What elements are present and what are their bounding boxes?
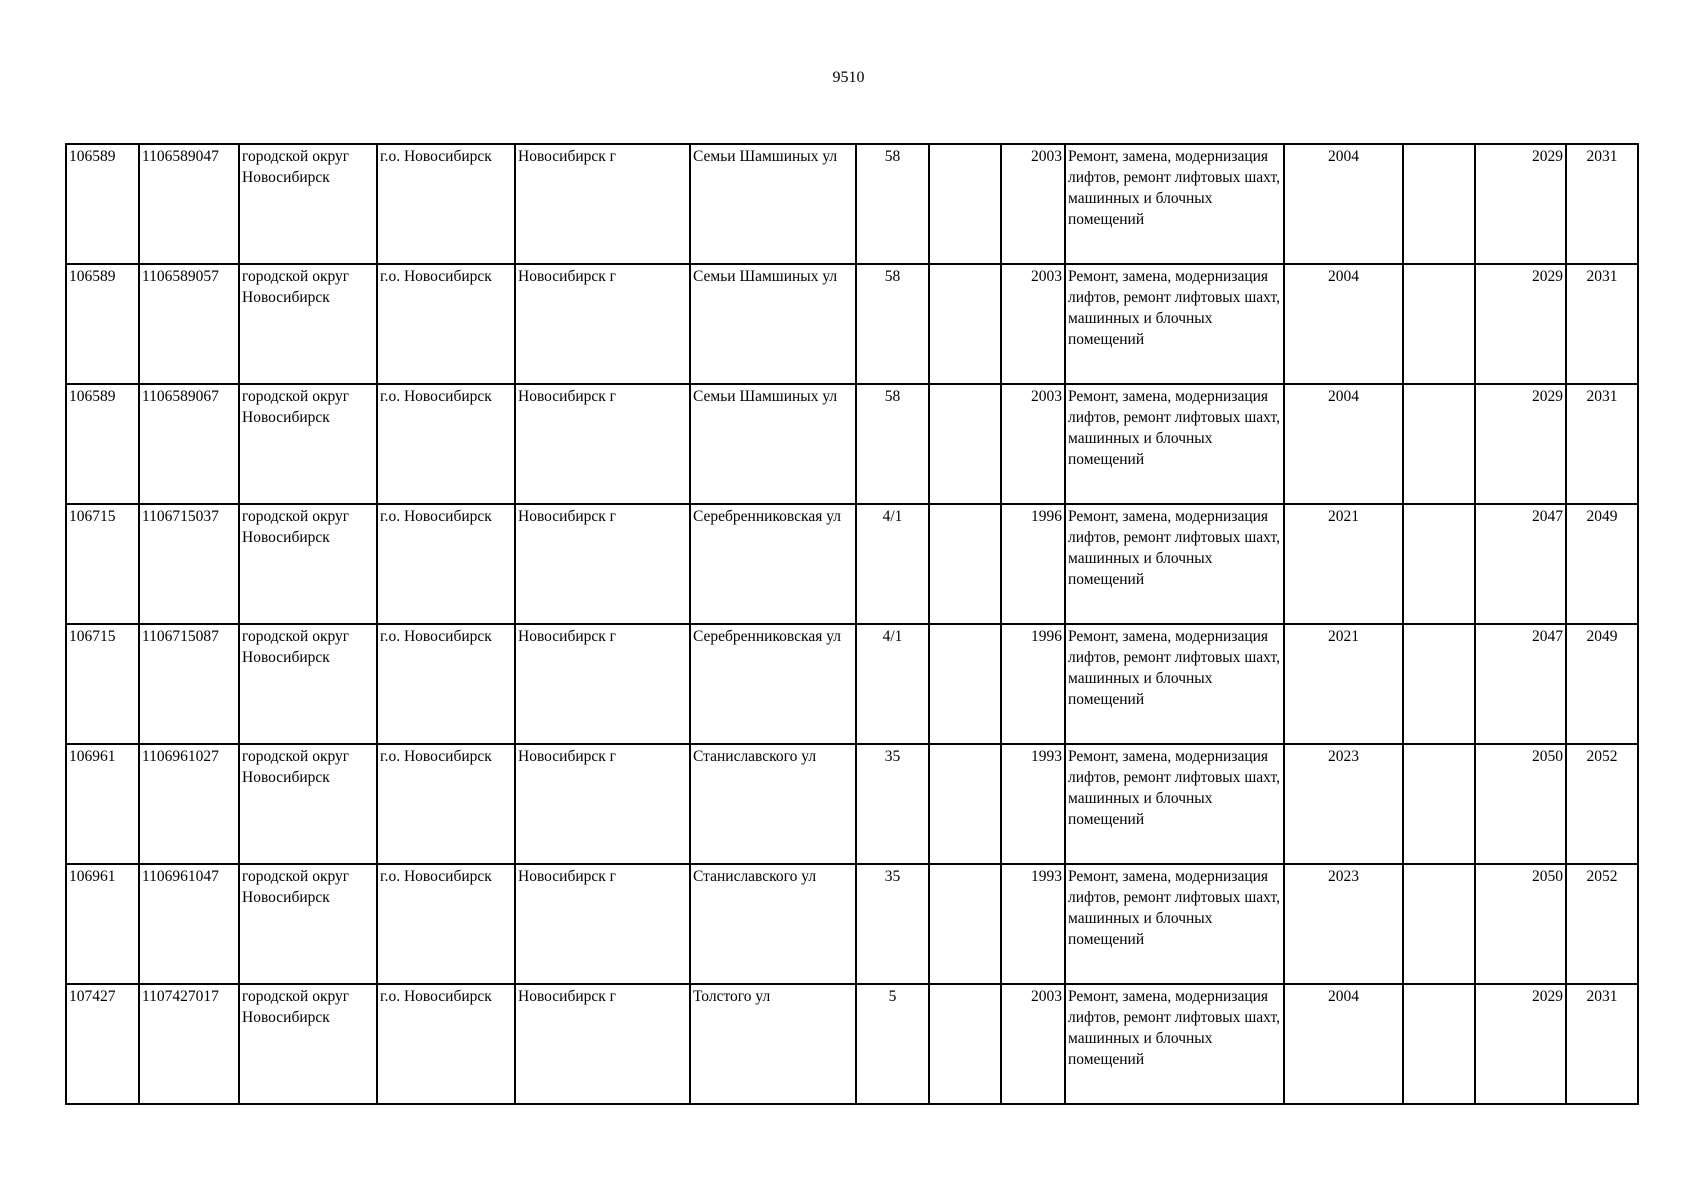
cell-building (929, 504, 1001, 624)
cell-year-last: 2004 (1284, 984, 1403, 1104)
cell-code: 1106961047 (139, 864, 239, 984)
cell-code: 1106589067 (139, 384, 239, 504)
cell-extra (1403, 504, 1475, 624)
table-row (66, 504, 1638, 624)
cell-district: городской округ Новосибирск (239, 864, 377, 984)
table-row (66, 624, 1638, 744)
cell-year-to: 2031 (1566, 984, 1638, 1104)
cell-municipality: г.о. Новосибирск (377, 984, 515, 1104)
cell-year-to: 2052 (1566, 864, 1638, 984)
cell-work-type: Ремонт, замена, модернизация лифтов, ремонт лифтовых шахт, машинных и блочных помещений (1065, 864, 1284, 984)
cell-year-last: 2004 (1284, 384, 1403, 504)
cell-work-type: Ремонт, замена, модернизация лифтов, ремонт лифтовых шахт, машинных и блочных помещений (1065, 624, 1284, 744)
cell-year-built: 1996 (1001, 504, 1065, 624)
cell-year-built: 1993 (1001, 744, 1065, 864)
cell-year-from: 2029 (1475, 984, 1566, 1104)
cell-id: 106589 (66, 384, 139, 504)
cell-district: городской округ Новосибирск (239, 144, 377, 264)
cell-street: Станиславского ул (690, 744, 856, 864)
cell-work-type: Ремонт, замена, модернизация лифтов, ремонт лифтовых шахт, машинных и блочных помещений (1065, 144, 1284, 264)
cell-street: Семьи Шамшиных ул (690, 264, 856, 384)
cell-year-built: 2003 (1001, 984, 1065, 1104)
cell-work-type: Ремонт, замена, модернизация лифтов, ремонт лифтовых шахт, машинных и блочных помещений (1065, 264, 1284, 384)
cell-year-to: 2031 (1566, 264, 1638, 384)
cell-house: 58 (856, 264, 929, 384)
table-row (66, 384, 1638, 504)
table-row (66, 864, 1638, 984)
cell-year-from: 2047 (1475, 504, 1566, 624)
cell-id: 106715 (66, 624, 139, 744)
cell-id: 106961 (66, 864, 139, 984)
cell-settlement: Новосибирск г (515, 264, 690, 384)
cell-extra (1403, 264, 1475, 384)
cell-year-last: 2021 (1284, 624, 1403, 744)
cell-building (929, 864, 1001, 984)
cell-house: 58 (856, 144, 929, 264)
cell-code: 1106589057 (139, 264, 239, 384)
cell-year-last: 2004 (1284, 144, 1403, 264)
cell-extra (1403, 624, 1475, 744)
cell-code: 1107427017 (139, 984, 239, 1104)
cell-house: 5 (856, 984, 929, 1104)
cell-district: городской округ Новосибирск (239, 264, 377, 384)
cell-extra (1403, 384, 1475, 504)
cell-work-type: Ремонт, замена, модернизация лифтов, ремонт лифтовых шахт, машинных и блочных помещений (1065, 504, 1284, 624)
cell-year-from: 2029 (1475, 144, 1566, 264)
cell-code: 1106715087 (139, 624, 239, 744)
cell-year-from: 2029 (1475, 264, 1566, 384)
cell-street: Серебренниковская ул (690, 624, 856, 744)
cell-municipality: г.о. Новосибирск (377, 144, 515, 264)
cell-year-last: 2023 (1284, 864, 1403, 984)
cell-extra (1403, 984, 1475, 1104)
cell-extra (1403, 864, 1475, 984)
cell-year-from: 2029 (1475, 384, 1566, 504)
cell-year-from: 2050 (1475, 864, 1566, 984)
cell-year-to: 2052 (1566, 744, 1638, 864)
cell-building (929, 264, 1001, 384)
cell-building (929, 744, 1001, 864)
cell-id: 106715 (66, 504, 139, 624)
cell-street: Семьи Шамшиных ул (690, 144, 856, 264)
register-table (65, 143, 1639, 1105)
cell-settlement: Новосибирск г (515, 504, 690, 624)
cell-street: Семьи Шамшиных ул (690, 384, 856, 504)
cell-code: 1106961027 (139, 744, 239, 864)
cell-year-built: 2003 (1001, 264, 1065, 384)
cell-district: городской округ Новосибирск (239, 384, 377, 504)
cell-settlement: Новосибирск г (515, 864, 690, 984)
cell-id: 106961 (66, 744, 139, 864)
cell-year-last: 2023 (1284, 744, 1403, 864)
cell-district: городской округ Новосибирск (239, 744, 377, 864)
cell-building (929, 384, 1001, 504)
cell-street: Серебренниковская ул (690, 504, 856, 624)
cell-settlement: Новосибирск г (515, 744, 690, 864)
cell-year-from: 2050 (1475, 744, 1566, 864)
cell-year-built: 2003 (1001, 384, 1065, 504)
table-row (66, 744, 1638, 864)
cell-year-last: 2004 (1284, 264, 1403, 384)
cell-district: городской округ Новосибирск (239, 504, 377, 624)
cell-year-built: 1993 (1001, 864, 1065, 984)
table-row (66, 144, 1638, 264)
cell-building (929, 624, 1001, 744)
cell-building (929, 984, 1001, 1104)
cell-work-type: Ремонт, замена, модернизация лифтов, ремонт лифтовых шахт, машинных и блочных помещений (1065, 984, 1284, 1104)
cell-year-to: 2049 (1566, 624, 1638, 744)
cell-settlement: Новосибирск г (515, 144, 690, 264)
register-table-body (66, 144, 1638, 1104)
cell-street: Толстого ул (690, 984, 856, 1104)
cell-district: городской округ Новосибирск (239, 624, 377, 744)
cell-year-built: 2003 (1001, 144, 1065, 264)
table-row (66, 984, 1638, 1104)
cell-house: 35 (856, 864, 929, 984)
cell-house: 35 (856, 744, 929, 864)
cell-municipality: г.о. Новосибирск (377, 744, 515, 864)
cell-id: 106589 (66, 264, 139, 384)
cell-year-to: 2049 (1566, 504, 1638, 624)
cell-extra (1403, 144, 1475, 264)
cell-house: 4/1 (856, 504, 929, 624)
cell-work-type: Ремонт, замена, модернизация лифтов, ремонт лифтовых шахт, машинных и блочных помещений (1065, 744, 1284, 864)
cell-year-last: 2021 (1284, 504, 1403, 624)
cell-district: городской округ Новосибирск (239, 984, 377, 1104)
cell-code: 1106589047 (139, 144, 239, 264)
cell-year-built: 1996 (1001, 624, 1065, 744)
cell-house: 4/1 (856, 624, 929, 744)
cell-id: 106589 (66, 144, 139, 264)
cell-municipality: г.о. Новосибирск (377, 264, 515, 384)
cell-work-type: Ремонт, замена, модернизация лифтов, ремонт лифтовых шахт, машинных и блочных помещений (1065, 384, 1284, 504)
cell-extra (1403, 744, 1475, 864)
cell-year-from: 2047 (1475, 624, 1566, 744)
cell-municipality: г.о. Новосибирск (377, 384, 515, 504)
cell-settlement: Новосибирск г (515, 984, 690, 1104)
cell-municipality: г.о. Новосибирск (377, 624, 515, 744)
cell-building (929, 144, 1001, 264)
page-number: 9510 (832, 69, 865, 86)
cell-street: Станиславского ул (690, 864, 856, 984)
table-row (66, 264, 1638, 384)
cell-code: 1106715037 (139, 504, 239, 624)
cell-year-to: 2031 (1566, 144, 1638, 264)
cell-house: 58 (856, 384, 929, 504)
cell-municipality: г.о. Новосибирск (377, 864, 515, 984)
cell-municipality: г.о. Новосибирск (377, 504, 515, 624)
cell-settlement: Новосибирск г (515, 384, 690, 504)
cell-year-to: 2031 (1566, 384, 1638, 504)
cell-id: 107427 (66, 984, 139, 1104)
cell-settlement: Новосибирск г (515, 624, 690, 744)
